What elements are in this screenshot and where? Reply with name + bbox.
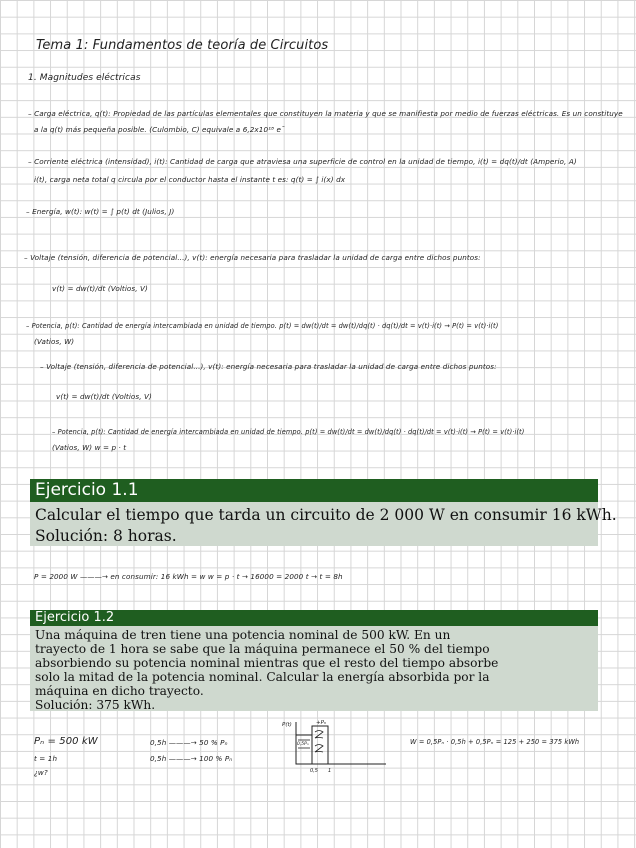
- exercise-1-work: P = 2000 W ———→ en consumir: 16 kWh = w w = p · t → 16000 = 2000 t → t = 8h: [34, 572, 343, 581]
- exercise-1-heading: Ejercicio 1.1: [30, 479, 598, 502]
- page-title: Tema 1: Fundamentos de teoría de Circuitos: [36, 38, 329, 53]
- note-potencia-1-units: (Vatios, W): [34, 337, 75, 346]
- exercise-2-work-pn: Pₙ = 500 kW: [34, 736, 98, 747]
- note-potencia-2: – Potencia, p(t): Cantidad de energía intercambiada en unidad de tiempo. p(t) = dw(t)/dt = dw(t)/dq(t) · dq(t)/dt = v(t)·i(t) → P(t) = v(t)·i(t): [52, 428, 525, 436]
- exercise-2-work-t: t = 1h: [34, 754, 58, 763]
- note-voltaje-2-eq: v(t) = dw(t)/dt (Voltios, V): [56, 392, 152, 401]
- graph-x-label: 0,5: [310, 768, 318, 774]
- exercise-1-solution: Solución: 8 horas.: [35, 527, 177, 545]
- power-time-sketch: [282, 718, 392, 778]
- note-potencia-2-units: (Vatios, W) w = p · t: [52, 443, 127, 452]
- exercise-2-statement-line5: máquina en dicho trayecto.: [35, 684, 204, 698]
- exercise-2-box: [30, 626, 598, 711]
- note-voltaje-2: – Voltaje (tensión, diferencia de potencial...), v(t): energía necesaria para trasladar la unidad de carga entre dichos puntos:: [40, 362, 497, 371]
- exercise-2-statement-line3: absorbiendo su potencia nominal mientras que el resto del tiempo absorbe: [35, 656, 499, 670]
- exercise-2-work-b: 0,5h ———→ 100 % Pₙ: [150, 754, 233, 763]
- exercise-2-statement-line1: Una máquina de tren tiene una potencia nominal de 500 kW. En un: [35, 628, 451, 642]
- note-carga-line2: a la q(t) más pequeña posible. (Culombio, C) equivale a 6,2x10¹⁸ eˉ: [34, 125, 285, 134]
- exercise-1-box: [30, 502, 617, 546]
- note-corriente-line2: i(t), carga neta total q circula por el conductor hasta el instante t es: q(t) = ∫ i(x) dx: [34, 175, 346, 184]
- exercise-1-statement: Calcular el tiempo que tarda un circuito de 2 000 W en consumir 16 kWh.: [35, 506, 617, 524]
- exercise-2-work-result: W = 0,5Pₙ · 0,5h + 0,5Pₙ = 125 + 250 = 375 kWh: [410, 738, 580, 746]
- section-heading: 1. Magnitudes eléctricas: [28, 73, 141, 83]
- exercise-2-statement-line4: solo la mitad de la potencia nominal. Calcular la energía absorbida por la: [35, 670, 490, 684]
- exercise-2-heading: Ejercicio 1.2: [30, 610, 598, 626]
- graph-half-label: 0,5Pₙ: [297, 742, 309, 747]
- note-energia: – Energía, w(t): w(t) = ∫ p(t) dt (Julios, J): [26, 207, 175, 216]
- graph-scribble: [315, 731, 323, 753]
- exercise-2-work-question: ¿w?: [34, 768, 48, 777]
- note-carga-line1: – Carga eléctrica, q(t): Propiedad de las partículas elementales que constituyen la materia y que se manifiesta por medio de fuerzas eléctricas. Es un constituye: [28, 109, 623, 118]
- exercise-2-solution: Solución: 375 kWh.: [35, 698, 156, 712]
- exercise-2-work-a: 0,5h ———→ 50 % Pₙ: [150, 738, 228, 747]
- note-voltaje-1-eq: v(t) = dw(t)/dt (Voltios, V): [52, 284, 148, 293]
- note-voltaje-1: – Voltaje (tensión, diferencia de potencial...), v(t): energía necesaria para trasladar la unidad de carga entre dichos puntos:: [24, 253, 481, 262]
- note-potencia-1: – Potencia, p(t): Cantidad de energía intercambiada en unidad de tiempo. p(t) = dw(t)/dt = dw(t)/dq(t) · dq(t)/dt = v(t)·i(t) → P(t) = v(t)·i(t): [26, 322, 499, 330]
- graph-x-end: 1: [328, 768, 332, 774]
- note-corriente-line1: – Corriente eléctrica (intensidad), i(t): Cantidad de carga que atraviesa una superficie de control en la unidad de tiempo, i(t) = dq(t)/dt (Amperio, A): [28, 157, 577, 166]
- graph-bar-half-power: [296, 735, 312, 764]
- graph-y-label: P(t): [282, 722, 292, 728]
- exercise-2-statement-line2: trayecto de 1 hora se sabe que la máquina permanece el 50 % del tiempo: [35, 642, 490, 656]
- graph-top-label: +Pₙ: [316, 720, 327, 726]
